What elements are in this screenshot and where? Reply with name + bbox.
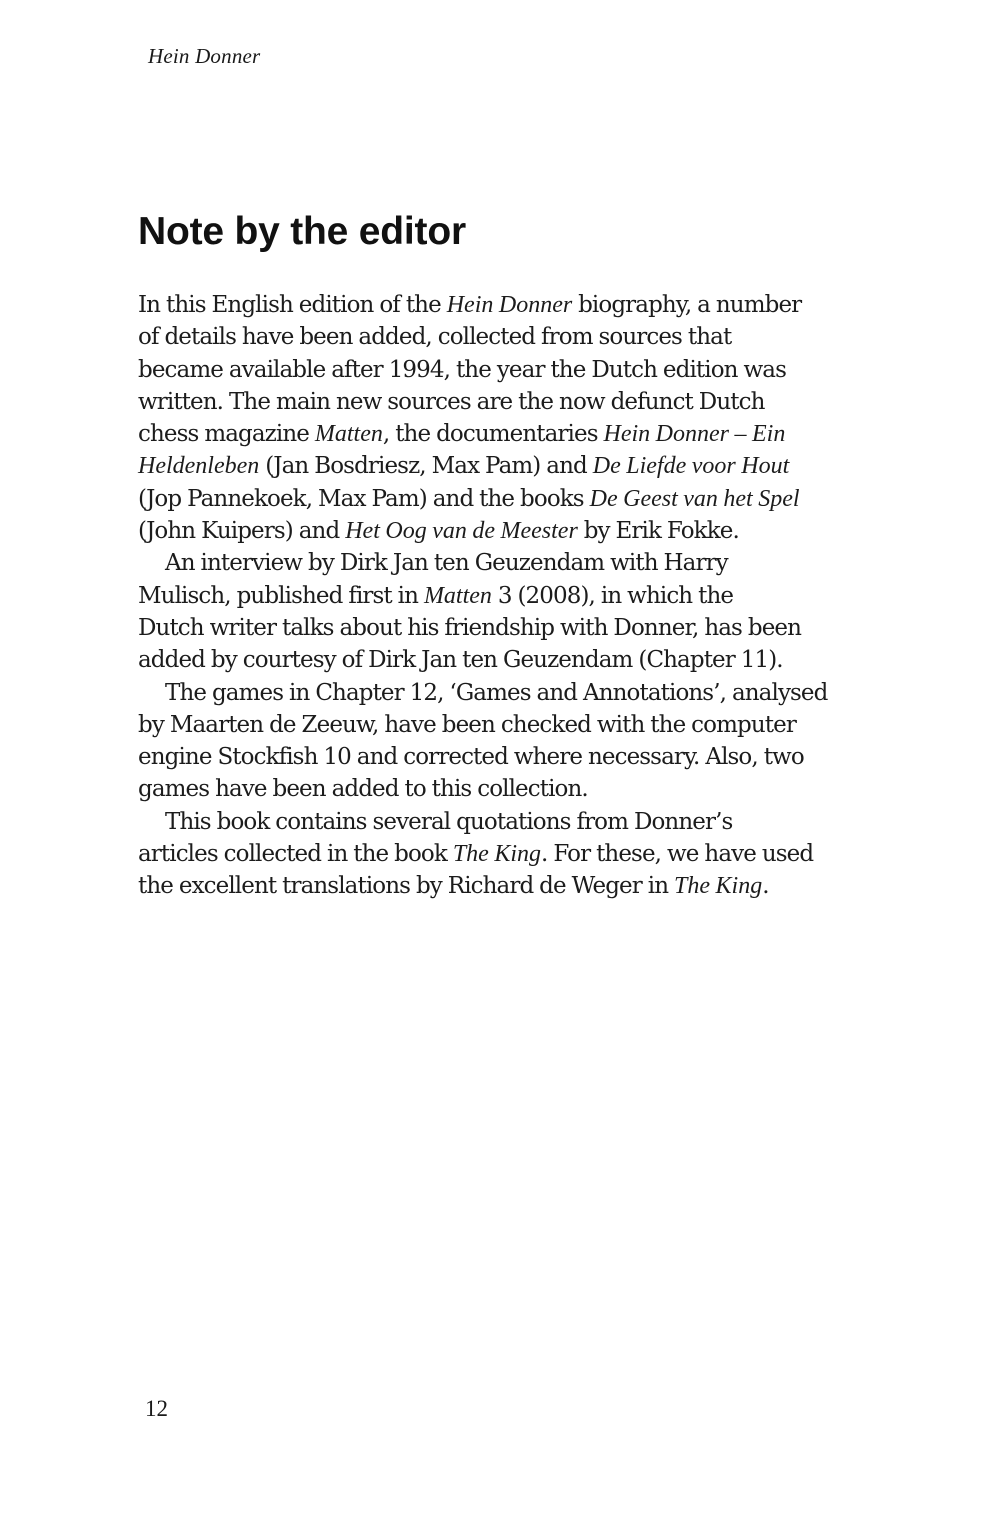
- text-line: [138, 354, 878, 386]
- italic-title: De Geest van het Spel: [589, 485, 800, 512]
- text-line: [138, 838, 878, 870]
- paragraph: [138, 806, 878, 903]
- text-line: [138, 644, 878, 676]
- text-line: [138, 612, 878, 644]
- text-run: biography, a number: [572, 292, 802, 318]
- text-run: (Jan Bosdriesz, Max Pam) and: [259, 453, 593, 480]
- text-line: [138, 870, 878, 902]
- text-line: [138, 450, 878, 482]
- text-run: (John Kuipers) and: [138, 518, 346, 545]
- paragraph: [138, 289, 878, 547]
- text-run: added by courtesy of Dirk Jan ten Geuzendam (Chapter 11).: [138, 647, 783, 674]
- text-line: [138, 547, 878, 579]
- text-run: engine Stockfish 10 and corrected where necessary. Also, two: [138, 744, 804, 771]
- text-line: [138, 483, 878, 515]
- text-run: The games in Chapter 12, ‘Games and Annotations’, analysed: [165, 679, 828, 706]
- text-run: by Erik Fokke.: [577, 518, 739, 545]
- text-run: articles collected in the book: [138, 841, 453, 868]
- text-line: [138, 289, 878, 321]
- text-run: written. The main new sources are the now defunct Dutch: [138, 388, 765, 415]
- text-line: [138, 386, 878, 418]
- text-line: [138, 773, 878, 805]
- running-head: Hein Donner: [148, 44, 261, 68]
- text-line: [138, 418, 878, 450]
- text-run: Mulisch, published first in: [138, 582, 424, 609]
- text-run: Dutch writer talks about his friendship with Donner, has been: [138, 614, 802, 641]
- text-line: [138, 321, 878, 353]
- paragraph: [138, 677, 878, 806]
- italic-title: De Liefde voor Hout: [592, 453, 790, 480]
- text-run: of details have been added, collected from sources that: [138, 324, 732, 351]
- italic-title: Hein Donner – Ein: [603, 421, 786, 448]
- text-run: An interview by Dirk Jan ten Geuzendam with Harry: [165, 550, 728, 577]
- text-run: games have been added to this collection.: [138, 776, 588, 803]
- italic-title: The King: [452, 841, 542, 868]
- text-line: [138, 741, 878, 773]
- text-line: [138, 806, 878, 838]
- italic-title: Het Oog van de Meester: [345, 518, 578, 545]
- text-run: 3 (2008), in which the: [491, 582, 734, 609]
- text-run: (Jop Pannekoek, Max Pam) and the books: [138, 485, 590, 512]
- italic-title: Matten: [314, 421, 383, 448]
- text-line: [138, 709, 878, 741]
- text-run: chess magazine: [138, 421, 315, 448]
- italic-title: Heldenleben: [138, 453, 260, 480]
- text-run: .: [762, 873, 769, 900]
- text-line: [138, 677, 878, 709]
- italic-title: The King: [674, 873, 763, 900]
- italic-title: Matten: [423, 582, 492, 609]
- body-text: [138, 289, 878, 903]
- text-run: . For these, we have used: [541, 841, 814, 868]
- text-run: by Maarten de Zeeuw, have been checked with the computer: [138, 711, 796, 738]
- paragraph: [138, 547, 878, 676]
- text-run: This book contains several quotations from Donner’s: [165, 808, 733, 835]
- italic-title: Hein Donner: [446, 292, 573, 318]
- text-run: , the documentaries: [382, 421, 604, 448]
- text-run: became available after 1994, the year the Dutch edition was: [138, 356, 786, 383]
- text-line: [138, 515, 878, 547]
- page-number: 12: [145, 1396, 168, 1421]
- text-line: [138, 580, 878, 612]
- chapter-title: Note by the editor: [138, 210, 466, 253]
- text-run: the excellent translations by Richard de Weger in: [138, 873, 675, 900]
- text-run: In this English edition of the: [138, 292, 447, 318]
